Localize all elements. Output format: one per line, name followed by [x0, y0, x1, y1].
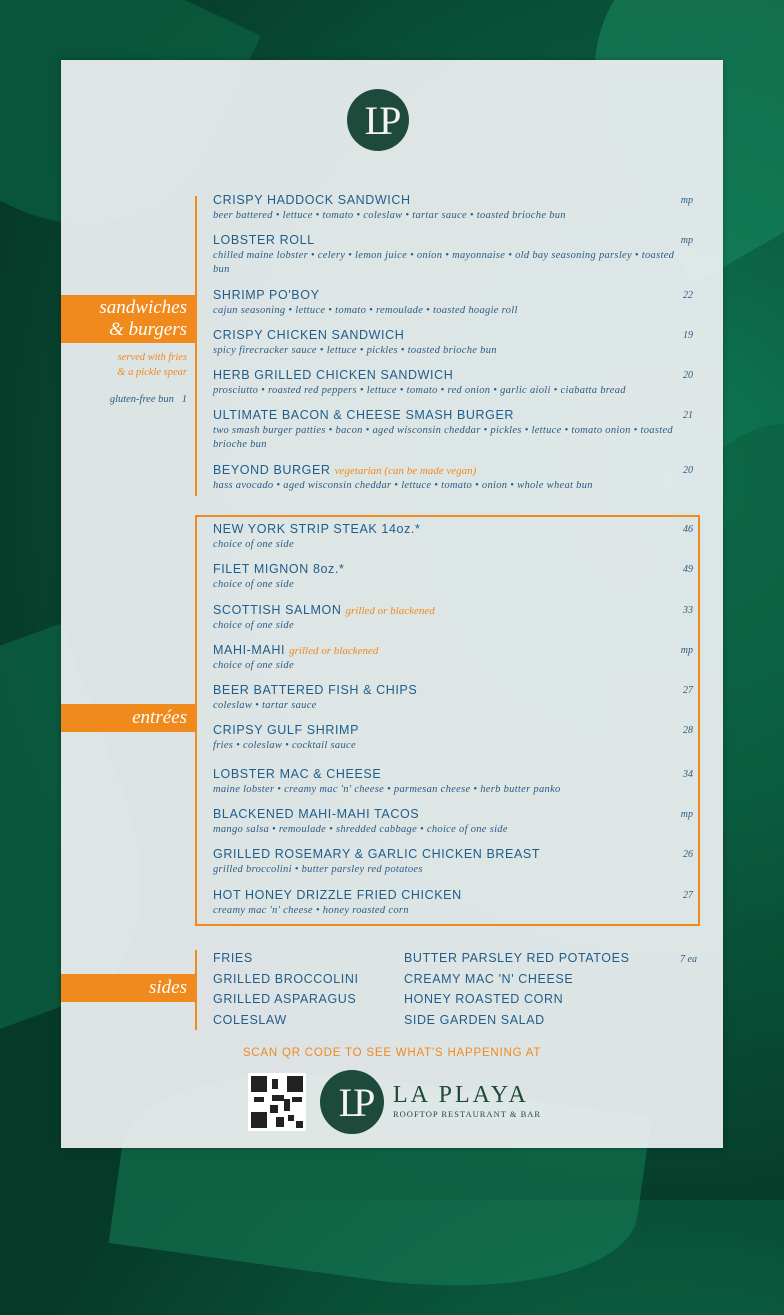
menu-item-price: 20 — [683, 465, 693, 476]
menu-item — [213, 368, 693, 398]
sandwiches-section-title: sandwiches & burgers — [61, 295, 195, 343]
menu-item-name: SCOTTISH SALMON grilled or blackened — [213, 603, 435, 617]
menu-item-name: FILET MIGNON 8oz.* — [213, 562, 345, 576]
menu-item-name: CRISPY CHICKEN SANDWICH — [213, 328, 405, 342]
sides-price: 7 ea — [680, 954, 697, 965]
menu-item — [213, 723, 693, 753]
menu-item-price: 27 — [683, 685, 693, 696]
menu-item-description: choice of one side — [213, 620, 294, 631]
menu-item-price: 34 — [683, 769, 693, 780]
menu-item — [213, 643, 693, 673]
menu-item-price: 21 — [683, 410, 693, 421]
menu-item-price: 46 — [683, 524, 693, 535]
menu-item — [213, 463, 693, 493]
menu-item — [213, 603, 693, 633]
entrees-section-title: entrées — [61, 704, 195, 732]
side-item: COLESLAW — [213, 1012, 287, 1027]
menu-item-name: CRIPSY GULF SHRIMP — [213, 723, 360, 737]
menu-item — [213, 767, 693, 797]
menu-item-description: choice of one side — [213, 579, 294, 590]
sides-section-title: sides — [61, 974, 195, 1002]
menu-item-description: two smash burger patties • bacon • aged wisconsin cheddar • pickles • lettuce • tomato onion • toasted brioche bun — [213, 425, 673, 450]
restaurant-logo: LP — [347, 89, 409, 151]
menu-item — [213, 683, 693, 713]
menu-item-name: BLACKENED MAHI-MAHI TACOS — [213, 807, 420, 821]
menu-item-price: 49 — [683, 564, 693, 575]
menu-item-price: 19 — [683, 330, 693, 341]
side-item: GRILLED ASPARAGUS — [213, 992, 357, 1006]
menu-item-price: 20 — [683, 370, 693, 381]
menu-item-description: chilled maine lobster • celery • lemon juice • onion • mayonnaise • old bay seasoning parsley • toasted bun — [213, 250, 675, 275]
menu-item-note: vegetarian (can be made vegan) — [334, 465, 477, 477]
menu-item-name: BEER BATTERED FISH & CHIPS — [213, 683, 418, 697]
menu-item-name: SHRIMP PO'BOY — [213, 288, 320, 302]
brand-name: LA PLAYA — [393, 1082, 529, 1108]
menu-item-name: GRILLED ROSEMARY & GARLIC CHICKEN BREAST — [213, 847, 541, 861]
menu-item-description: spicy firecracker sauce • lettuce • pickles • toasted brioche bun — [213, 345, 497, 356]
menu-item-price: mp — [680, 195, 693, 206]
menu-item-description: beer battered • lettuce • tomato • coleslaw • tartar sauce • toasted brioche bun — [213, 210, 566, 221]
menu-item-price: 33 — [683, 605, 693, 616]
menu-item — [213, 288, 693, 318]
menu-item-description: creamy mac 'n' cheese • honey roasted corn — [213, 905, 409, 916]
menu-item-price: mp — [680, 235, 693, 246]
menu-item — [213, 328, 693, 358]
menu-item — [213, 193, 693, 223]
menu-item-description: fries • coleslaw • cocktail sauce — [213, 740, 356, 751]
menu-item-description: cajun seasoning • lettuce • tomato • remoulade • toasted hoagie roll — [213, 305, 518, 316]
side-item: HONEY ROASTED CORN — [404, 992, 564, 1006]
menu-item-price: mp — [680, 645, 693, 656]
menu-item-name: LOBSTER MAC & CHEESE — [213, 767, 382, 781]
menu-item-name: MAHI-MAHI grilled or blackened — [213, 643, 379, 657]
qr-code[interactable] — [248, 1073, 306, 1131]
menu-item-name: LOBSTER ROLL — [213, 233, 315, 247]
menu-item-name: NEW YORK STRIP STEAK 14oz.* — [213, 522, 421, 536]
served-with-note: served with fries & a pickle spear — [117, 352, 187, 378]
side-item: SIDE GARDEN SALAD — [404, 1012, 545, 1027]
side-item: BUTTER PARSLEY RED POTATOES — [404, 951, 630, 965]
menu-item-description: choice of one side — [213, 539, 294, 550]
side-item: CREAMY MAC 'N' CHEESE — [404, 971, 574, 986]
side-item: FRIES — [213, 951, 253, 965]
menu-item-note: grilled or blackened — [289, 645, 379, 657]
menu-item — [213, 522, 693, 552]
sandwiches-divider — [195, 196, 197, 496]
menu-item-price: 28 — [683, 725, 693, 736]
menu-item-description: coleslaw • tartar sauce — [213, 700, 317, 711]
menu-item — [213, 847, 693, 877]
brand-tagline: ROOFTOP RESTAURANT & BAR — [393, 1109, 542, 1119]
menu-item — [213, 888, 693, 918]
menu-item-price: 26 — [683, 849, 693, 860]
menu-item-description: hass avocado • aged wisconsin cheddar • lettuce • tomato • onion • whole wheat bun — [213, 480, 593, 491]
menu-item-price: mp — [680, 809, 693, 820]
brand-wordmark — [393, 1083, 541, 1119]
menu-item-name: ULTIMATE BACON & CHEESE SMASH BURGER — [213, 408, 515, 422]
menu-item-price: 27 — [683, 890, 693, 901]
menu-item-name: HERB GRILLED CHICKEN SANDWICH — [213, 368, 454, 382]
menu-item — [213, 807, 693, 837]
menu-item-name: CRISPY HADDOCK SANDWICH — [213, 193, 411, 207]
menu-item — [213, 408, 693, 452]
menu-item-description: maine lobster • creamy mac 'n' cheese • parmesan cheese • herb butter panko — [213, 784, 561, 795]
menu-item-name: BEYOND BURGER vegetarian (can be made vegan) — [213, 463, 477, 477]
menu-item-description: grilled broccolini • butter parsley red potatoes — [213, 864, 423, 875]
qr-call-to-action: SCAN QR CODE TO SEE WHAT'S HAPPENING AT — [242, 1047, 542, 1059]
menu-item — [213, 233, 693, 277]
footer-logo: LP — [320, 1070, 384, 1134]
gluten-free-option: gluten-free bun 1 — [109, 394, 187, 405]
side-item: GRILLED BROCCOLINI — [213, 971, 359, 986]
menu-item-price: 22 — [683, 290, 693, 301]
menu-item-description: prosciutto • roasted red peppers • lettuce • tomato • red onion • garlic aioli • ciabatta bread — [213, 385, 626, 396]
menu-item-description: choice of one side — [213, 660, 294, 671]
menu-item-note: grilled or blackened — [345, 605, 435, 617]
menu-item — [213, 562, 693, 592]
menu-item-description: mango salsa • remoulade • shredded cabbage • choice of one side — [213, 824, 508, 835]
menu-item-name: HOT HONEY DRIZZLE FRIED CHICKEN — [213, 888, 462, 902]
sides-divider — [195, 950, 197, 1030]
